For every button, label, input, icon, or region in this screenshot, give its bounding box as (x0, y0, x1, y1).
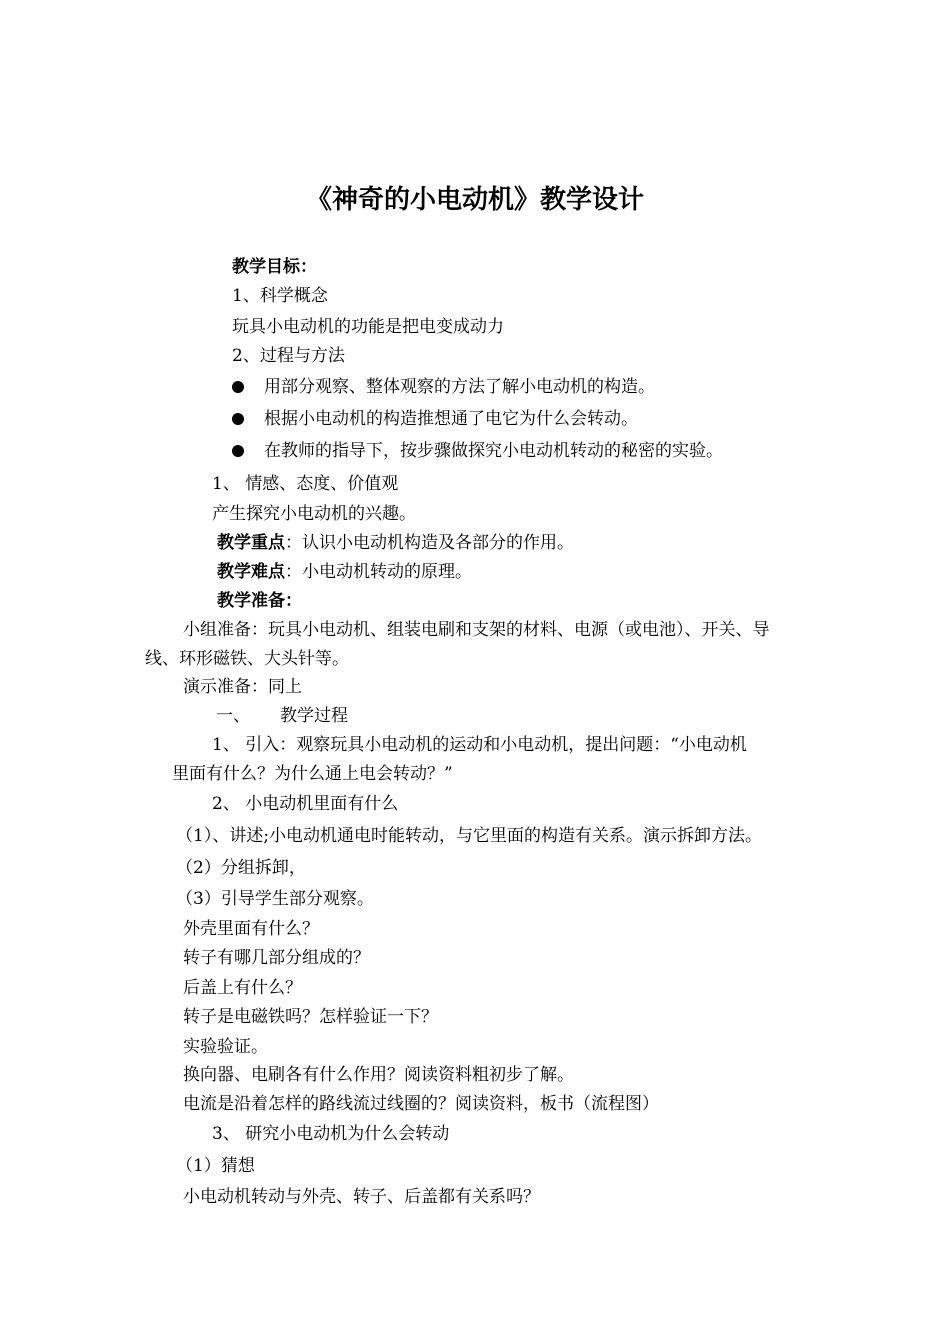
key-point (217, 532, 574, 554)
step-3-item-1: （1）猜想 (176, 1156, 255, 1176)
objective-1-text: 玩具小电动机的功能是把电变成动力 (232, 317, 504, 337)
question-line: 外壳里面有什么？ (183, 919, 319, 939)
bullet-item: 用部分观察、整体观察的方法了解小电动机的构造。 (264, 377, 655, 397)
question-line: 转子是电磁铁吗？怎样验证一下？ (183, 1007, 438, 1027)
objective-1-heading: 1、科学概念 (232, 286, 328, 306)
question-line: 换向器、电刷各有什么作用？阅读资料粗初步了解。 (183, 1065, 574, 1085)
key-point-label: 教学重点 (217, 533, 285, 553)
objective-3-text: 产生探究小电动机的兴趣。 (212, 504, 416, 524)
step-2-item-2: （2）分组拆卸， (176, 858, 306, 878)
bullet-icon (232, 445, 244, 457)
step-1-line-2: 里面有什么？为什么通上电会转动？” (172, 764, 453, 784)
step-2-heading: 2、 小电动机里面有什么 (212, 794, 399, 814)
process-heading: 教学过程 (280, 706, 348, 726)
group-preparation-line-2: 线、环形磁铁、大头针等。 (145, 649, 349, 669)
difficulty-text: ：小电动机转动的原理。 (285, 562, 472, 582)
bullet-icon (232, 381, 244, 393)
difficulty (217, 561, 472, 583)
bullet-item: 在教师的指导下，按步骤做探究小电动机转动的秘密的实验。 (264, 441, 723, 461)
key-point-text: ：认识小电动机构造及各部分的作用。 (285, 533, 574, 553)
step-2-item-1: （1）、讲述;小电动机通电时能转动，与它里面的构造有关系。演示拆卸方法。 (176, 826, 763, 846)
objectives-heading: 教学目标： (232, 257, 317, 277)
section-number: 一、 (216, 706, 250, 726)
question-line: 后盖上有什么？ (183, 978, 302, 998)
step-2-item-3: （3）引导学生部分观察。 (176, 889, 374, 909)
step-3-heading: 3、 研究小电动机为什么会转动 (212, 1124, 450, 1144)
objective-2-heading: 2、过程与方法 (232, 346, 345, 366)
question-line: 实验验证。 (183, 1037, 268, 1057)
preparation-heading: 教学准备： (217, 591, 302, 611)
step-1-line-1: 1、 引入：观察玩具小电动机的运动和小电动机，提出问题：“小电动机 (212, 735, 747, 755)
step-3-item-1-text: 小电动机转动与外壳、转子、后盖都有关系吗？ (183, 1187, 540, 1207)
bullet-item: 根据小电动机的构造推想通了电它为什么会转动。 (264, 409, 638, 429)
difficulty-label: 教学难点 (217, 562, 285, 582)
question-line: 转子有哪几部分组成的？ (183, 948, 370, 968)
page-title: 《神奇的小电动机》教学设计 (305, 185, 644, 215)
group-preparation-line-1: 小组准备：玩具小电动机、组装电刷和支架的材料、电源（或电池）、开关、导 (183, 620, 770, 640)
question-line: 电流是沿着怎样的路线流过线圈的？阅读资料，板书（流程图） (183, 1094, 659, 1114)
demo-preparation: 演示准备：同上 (183, 677, 302, 697)
bullet-icon (232, 413, 244, 425)
objective-3-heading: 1、 情感、态度、价值观 (212, 474, 399, 494)
